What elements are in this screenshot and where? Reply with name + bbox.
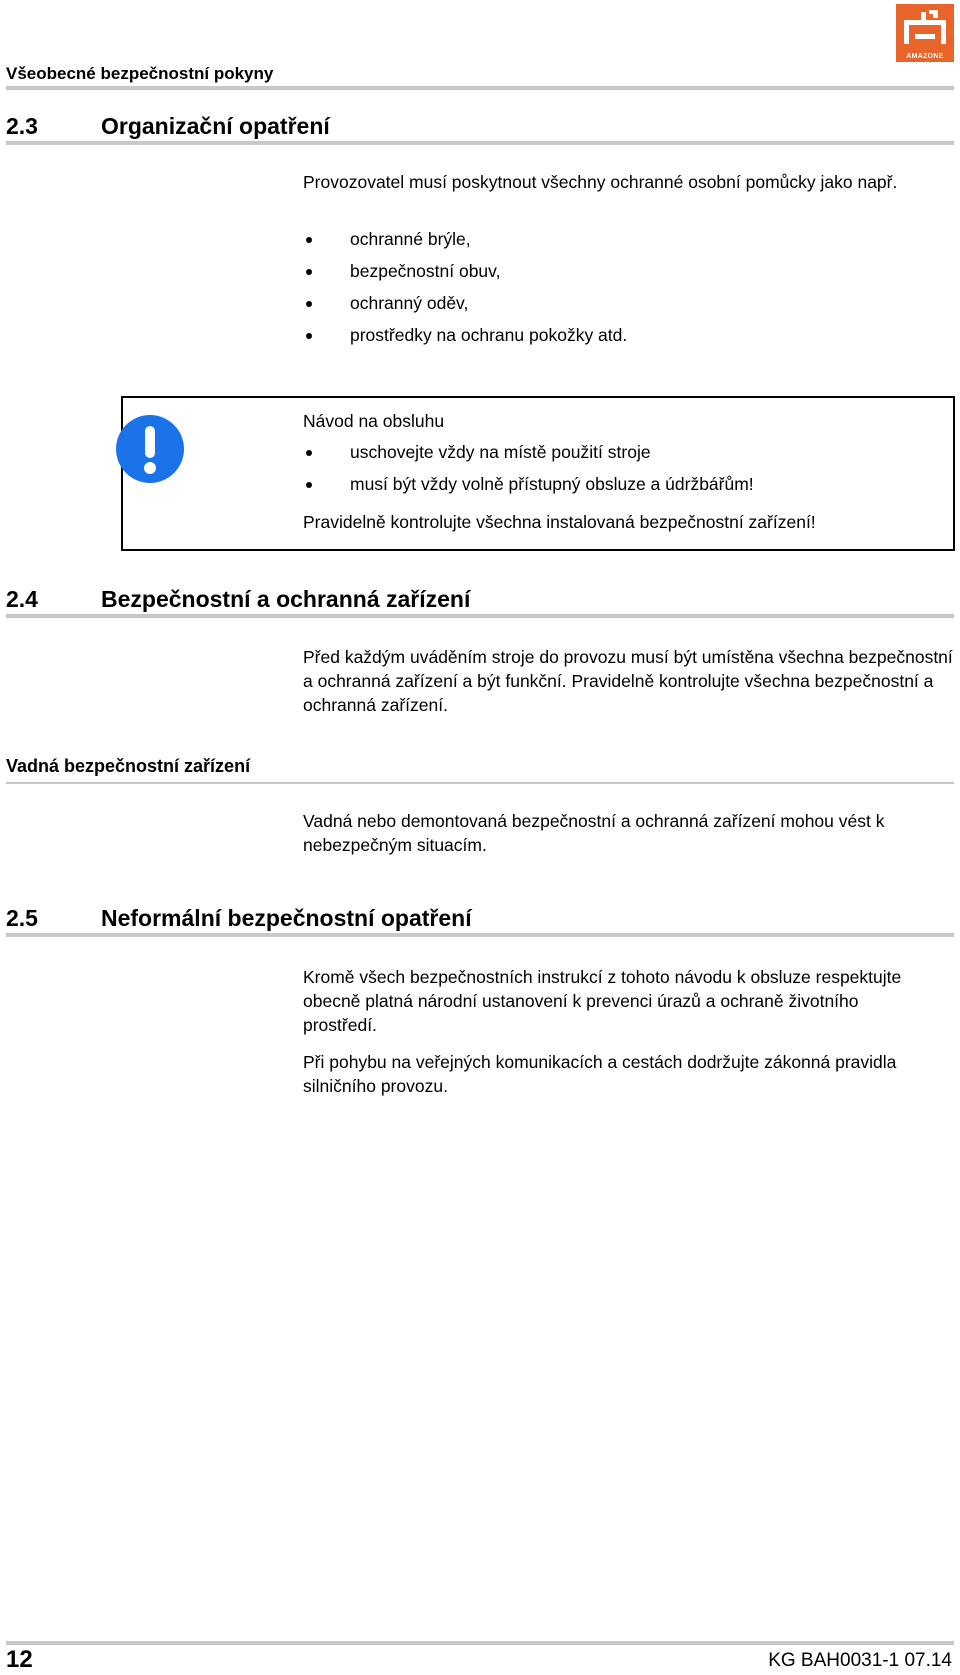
section-text: Před každým uváděním stroje do provozu musí být umístěna všechna bezpečnostní a ochranná zařízení a být funkční. Pravidelně kontrolujte všechna bezpečnostní a ochranná zařízení. xyxy=(303,647,953,715)
running-header: Všeobecné bezpečnostní pokyny xyxy=(6,64,274,83)
section-rule xyxy=(6,141,954,145)
logo-text: AMAZONE xyxy=(906,53,944,60)
list-item: uschovejte vždy na místě použití stroje xyxy=(303,440,903,472)
section-rule xyxy=(6,614,954,618)
subheading: Vadná bezpečnostní zařízení xyxy=(6,756,251,776)
list-item: bezpečnostní obuv, xyxy=(303,259,943,291)
bullet-icon xyxy=(306,450,312,456)
section-text: Při pohybu na veřejných komunikacích a cestách dodržujte zákonná pravidla silničního provozu. xyxy=(303,1052,897,1096)
document-code: KG BAH0031-1 07.14 xyxy=(768,1650,952,1671)
section-title: Bezpečnostní a ochranná zařízení xyxy=(101,586,471,612)
list-item: prostředky na ochranu pokožky atd. xyxy=(303,323,943,355)
bullet-icon xyxy=(306,333,312,339)
section-intro: Provozovatel musí poskytnout všechny ochranné osobní pomůcky jako např. xyxy=(303,172,898,192)
bullet-icon xyxy=(306,269,312,275)
section-number: 2.4 xyxy=(6,586,38,612)
amazone-logo xyxy=(896,4,954,62)
notice-footer: Pravidelně kontrolujte všechna instalovaná bezpečnostní zařízení! xyxy=(303,512,816,532)
page-number: 12 xyxy=(6,1646,33,1673)
section-number: 2.5 xyxy=(6,905,38,931)
header-rule xyxy=(6,86,954,90)
subheading-rule xyxy=(6,782,954,784)
bullet-icon xyxy=(306,482,312,488)
tractor-logo-icon xyxy=(896,4,954,50)
bullet-icon xyxy=(306,301,312,307)
exclamation-circle-icon xyxy=(115,414,185,489)
list-item: ochranné brýle, xyxy=(303,227,943,259)
notice-list xyxy=(303,440,903,504)
section-title: Organizační opatření xyxy=(101,113,330,139)
subheading-text: Vadná nebo demontovaná bezpečnostní a ochranná zařízení mohou vést k nebezpečným situacím. xyxy=(303,811,885,855)
section-title: Neformální bezpečnostní opatření xyxy=(101,905,472,931)
section-number: 2.3 xyxy=(6,113,38,139)
notice-title: Návod na obsluhu xyxy=(303,411,445,431)
section-rule xyxy=(6,933,954,937)
footer-rule xyxy=(6,1641,954,1645)
ppe-list xyxy=(303,227,943,355)
section-text: Kromě všech bezpečnostních instrukcí z tohoto návodu k obsluze respektujte obecně platná národní ustanovení k prevenci úrazů a ochraně životního prostředí. xyxy=(303,967,902,1035)
list-item: ochranný oděv, xyxy=(303,291,943,323)
list-item: musí být vždy volně přístupný obsluze a údržbářům! xyxy=(303,472,903,504)
bullet-icon xyxy=(306,237,312,243)
